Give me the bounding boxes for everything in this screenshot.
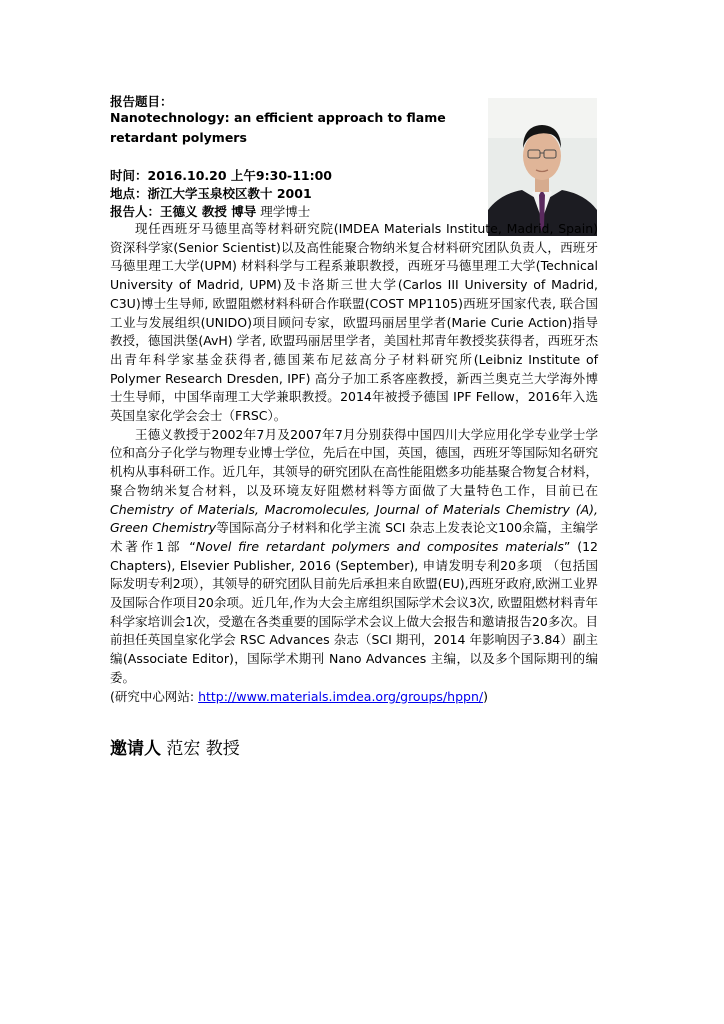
report-title-label: 报告题目： <box>110 94 173 109</box>
speaker-degree: 理学博士 <box>256 204 311 219</box>
speaker-photo <box>488 98 597 236</box>
inviter-label: 邀请人 <box>110 739 161 759</box>
report-title: Nanotechnology: an efficient approach to flame retardant polymers <box>110 110 446 145</box>
speaker-line <box>110 204 310 220</box>
inviter-name: 范宏 教授 <box>161 739 240 759</box>
bio-paragraph-2: 王德义教授于2002年7月及2007年7月分别获得中国四川大学应用化学专业学士学位和高分子化学与物理专业博士学位，先后在中国，英国，德国，西班牙等国际知名研究机构从事科研工作。近几年，其领导的研究团队在高性能阻燃多功能基聚合物复合材料，聚合物纳米复合材料，以及环境友好阻燃材料等方面做了大量特色工作，目前已在 Chemistry of Materials, Macromolecules, Journal of Materials Chemistry (A), Green Chemistry等国际高分子材料和化学主流 SCI 杂志上发表论文100余篇，主编学术著作1部 “Novel fire retardant polymers and composites materials” (12 Chapters), Elsevier Publisher, 2016 (September), 申请发明专利20多项 （包括国际发明专利2项），其领导的研究团队目前先后承担来自欧盟(EU),西班牙政府,欧洲工业界及国际合作项目20余项。近几年,作为大会主席组织国际学术会议3次, 欧盟阻燃材料青年科学家培训会1次，受邀在各类重要的国际学术会议上做大会报告和邀请报告20多次。目前担任英国皇家化学会 RSC Advances 杂志（SCI 期刊，2014 年影响因子3.84）副主编(Associate Editor)，国际学术期刊 Nano Advances 主编，以及多个国际期刊的编委。 <box>110 426 599 685</box>
event-time: 时间：2016.10.20 上午9:30-11:00 <box>110 168 332 183</box>
journal-list: Chemistry of Materials, Macromolecules, Journal of Materials Chemistry (A), Green Chemistry <box>110 501 598 536</box>
inviter-line <box>110 734 240 759</box>
bio-paragraph-1: 现任西班牙马德里高等材料研究院(IMDEA Materials Institute, Madrid, Spain) 资深科学家(Senior Scientist)以及高性能聚合物纳米复合材料研究团队负责人，西班牙马德里理工大学(UPM) 材料科学与工程系兼职教授，西班牙马德里理工大学(Technical University of Madrid, UPM)及卡洛斯三世大学(Carlos III University of Madrid, C3U)博士生导师, 欧盟阻燃材料科研合作联盟(COST MP1105)西班牙国家代表, 联合国工业与发展组织(UNIDO)项目顾问专家，欧盟玛丽居里学者(Marie Curie Action)指导教授，德国洪堡(AvH) 学者, 欧盟玛丽居里学者，美国杜邦青年教授奖获得者，西班牙杰出青年科学家基金获得者,德国莱布尼兹高分子材料研究所(Leibniz Institute of Polymer Research Dresden, IPF) 高分子加工系客座教授，新西兰奥克兰大学海外博士生导师，中国华南理工大学兼职教授。2014年被授予德国 IPF Fellow，2016年入选英国皇家化学会会士（FRSC）。 <box>110 221 598 424</box>
event-location: 地点：浙江大学玉泉校区教十 2001 <box>110 186 312 201</box>
speaker-name: 报告人：王德义 教授 博导 <box>110 204 257 219</box>
website-link[interactable]: http://www.materials.imdea.org/groups/hppn/ <box>198 688 484 704</box>
book-title: Novel fire retardant polymers and composites materials <box>195 538 564 554</box>
website-line: (研究中心网站: http://www.materials.imdea.org/groups/hppn/) <box>110 688 488 704</box>
speaker-biography <box>110 220 598 706</box>
